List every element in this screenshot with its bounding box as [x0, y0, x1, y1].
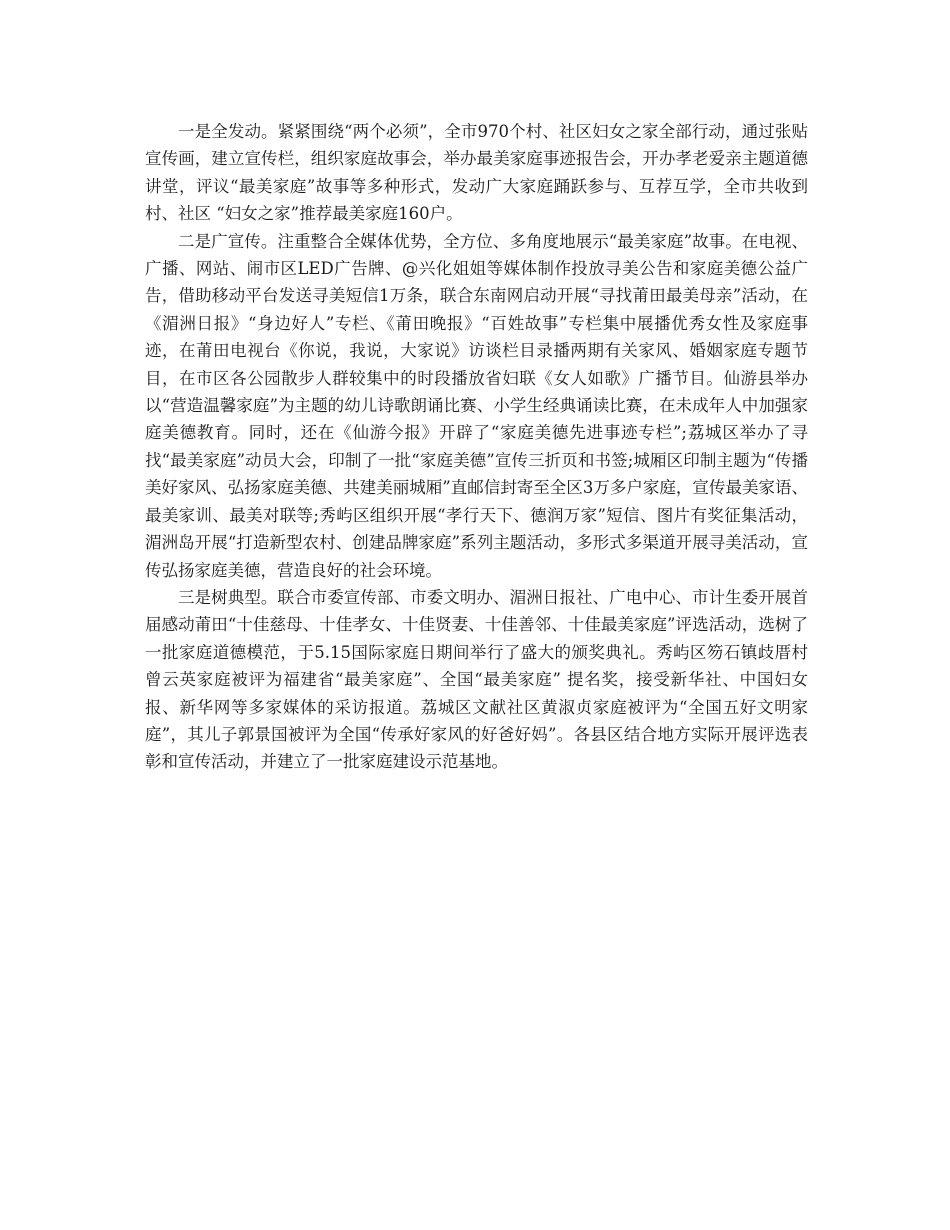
paragraph-role-models: 三是树典型。联合市委宣传部、市委文明办、湄洲日报社、广电中心、市计生委开展首届感动莆田“十佳慈母、十佳孝女、十佳贤妻、十佳善邻、十佳最美家庭”评选活动，选树了一批家庭道德模范，于5.15国际家庭日期间举行了盛大的颁奖典礼。秀屿区笏石镇歧厝村曾云英家庭被评为福建省“最美家庭”、全国“最美家庭” 提名奖，接受新华社、中国妇女报、新华网等多家媒体的采访报道。荔城区文献社区黄淑贞家庭被评为“全国五好文明家庭”，其儿子郭景国被评为全国“传承好家风的好爸好妈”。各县区结合地方实际开展评选表彰和宣传活动，并建立了一批家庭建设示范基地。	[145, 587, 808, 772]
paragraph-wide-publicity: 二是广宣传。注重整合全媒体优势，全方位、多角度地展示“最美家庭”故事。在电视、广播、网站、闹市区LED广告牌、@兴化姐姐等媒体制作投放寻美公告和家庭美德公益广告，借助移动平台发送寻美短信1万条，联合东南网启动开展“寻找莆田最美母亲”活动，在《湄洲日报》“身边好人”专栏、《莆田晚报》“百姓故事”专栏集中展播优秀女性及家庭事迹，在莆田电视台《你说，我说，大家说》访谈栏目录播两期有关家风、婚姻家庭专题节目，在市区各公园散步人群较集中的时段播放省妇联《女人如歌》广播节目。仙游县举办以“营造温馨家庭”为主题的幼儿诗歌朗诵比赛、小学生经典诵读比赛，在未成年人中加强家庭美德教育。同时，还在《仙游今报》开辟了“家庭美德先进事迹专栏”;荔城区举办了寻找“最美家庭”动员大会，印制了一批“家庭美德”宣传三折页和书签;城厢区印制主题为“传播美好家风、弘扬家庭美德、共建美丽城厢”直邮信封寄至全区3万多户家庭，宣传最美家语、最美家训、最美对联等;秀屿区组织开展“孝行天下、德润万家”短信、图片有奖征集活动，湄洲岛开展“打造新型农村、创建品牌家庭”系列主题活动，多形式多渠道开展寻美活动，宣传弘扬家庭美德，营造良好的社会环境。	[145, 231, 808, 580]
paragraph-full-mobilization: 一是全发动。紧紧围绕“两个必须”，全市970个村、社区妇女之家全部行动，通过张贴宣传画，建立宣传栏，组织家庭故事会，举办最美家庭事迹报告会，开办孝老爱亲主题道德讲堂，评议“最美家庭”故事等多种形式，发动广大家庭踊跃参与、互荐互学，全市共收到村、社区 “妇女之家”推荐最美家庭160户。	[145, 122, 808, 224]
document-body	[145, 118, 808, 776]
